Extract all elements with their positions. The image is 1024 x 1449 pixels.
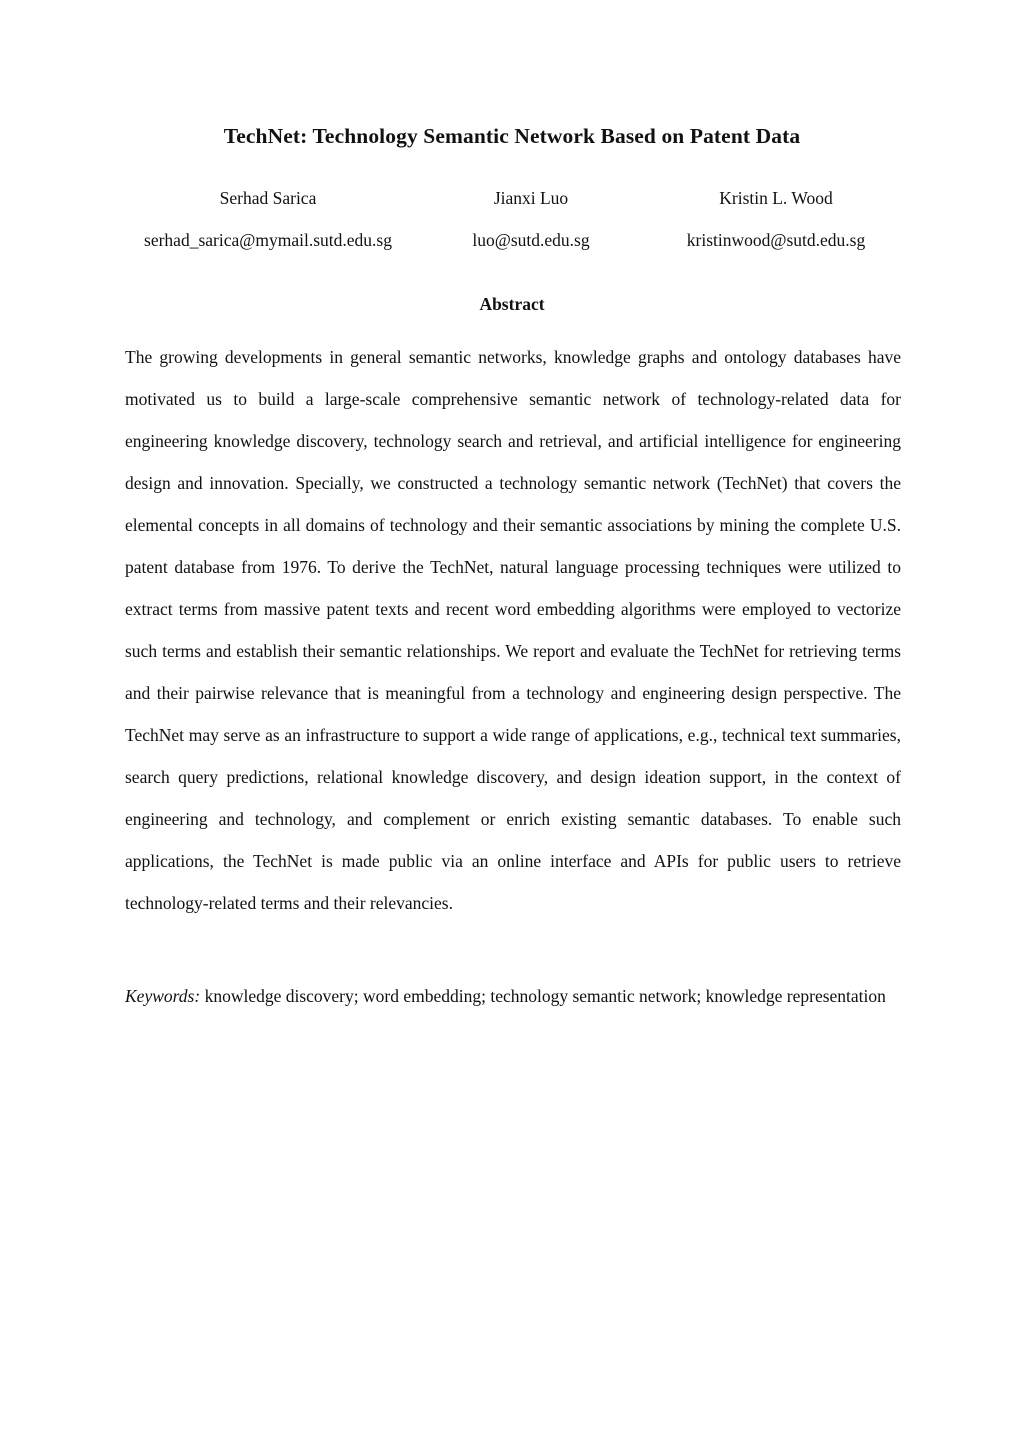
abstract-body: The growing developments in general semantic networks, knowledge graphs and ontology databases have motivated us to build a large-scale comprehensive semantic network of technology-related data for engineering knowledge discovery, technology search and retrieval, and artificial intelligence for engineering design and innovation. Specially, we constructed a technology semantic network (TechNet) that covers the elemental concepts in all domains of technology and their semantic associations by mining the complete U.S. patent database from 1976. To derive the TechNet, natural language processing techniques were utilized to extract terms from massive patent texts and recent word embedding algorithms were employed to vectorize such terms and establish their semantic relationships. We report and evaluate the TechNet for retrieving terms and their pairwise relevance that is meaningful from a technology and engineering design perspective. The TechNet may serve as an infrastructure to support a wide range of applications, e.g., technical text summaries, search query predictions, relational knowledge discovery, and design ideation support, in the context of engineering and technology, and complement or enrich existing semantic databases. To enable such applications, the TechNet is made public via an online interface and APIs for public users to retrieve technology-related terms and their relevancies. (125, 347, 901, 913)
author-email: luo@sutd.edu.sg (472, 230, 590, 250)
keywords-text: knowledge discovery; word embedding; technology semantic network; knowledge representation (204, 986, 886, 1006)
keywords-label: Keywords: (125, 986, 201, 1006)
keywords-paragraph (125, 975, 901, 1017)
abstract-heading: Abstract (479, 294, 545, 314)
author-email: kristinwood@sutd.edu.sg (686, 230, 866, 250)
author-name: Serhad Sarica (219, 188, 317, 208)
author-name: Kristin L. Wood (719, 188, 833, 208)
paper-title: TechNet: Technology Semantic Network Based on Patent Data (223, 124, 801, 148)
author-name: Jianxi Luo (493, 188, 569, 208)
author-email: serhad_sarica@mymail.sutd.edu.sg (144, 230, 392, 250)
